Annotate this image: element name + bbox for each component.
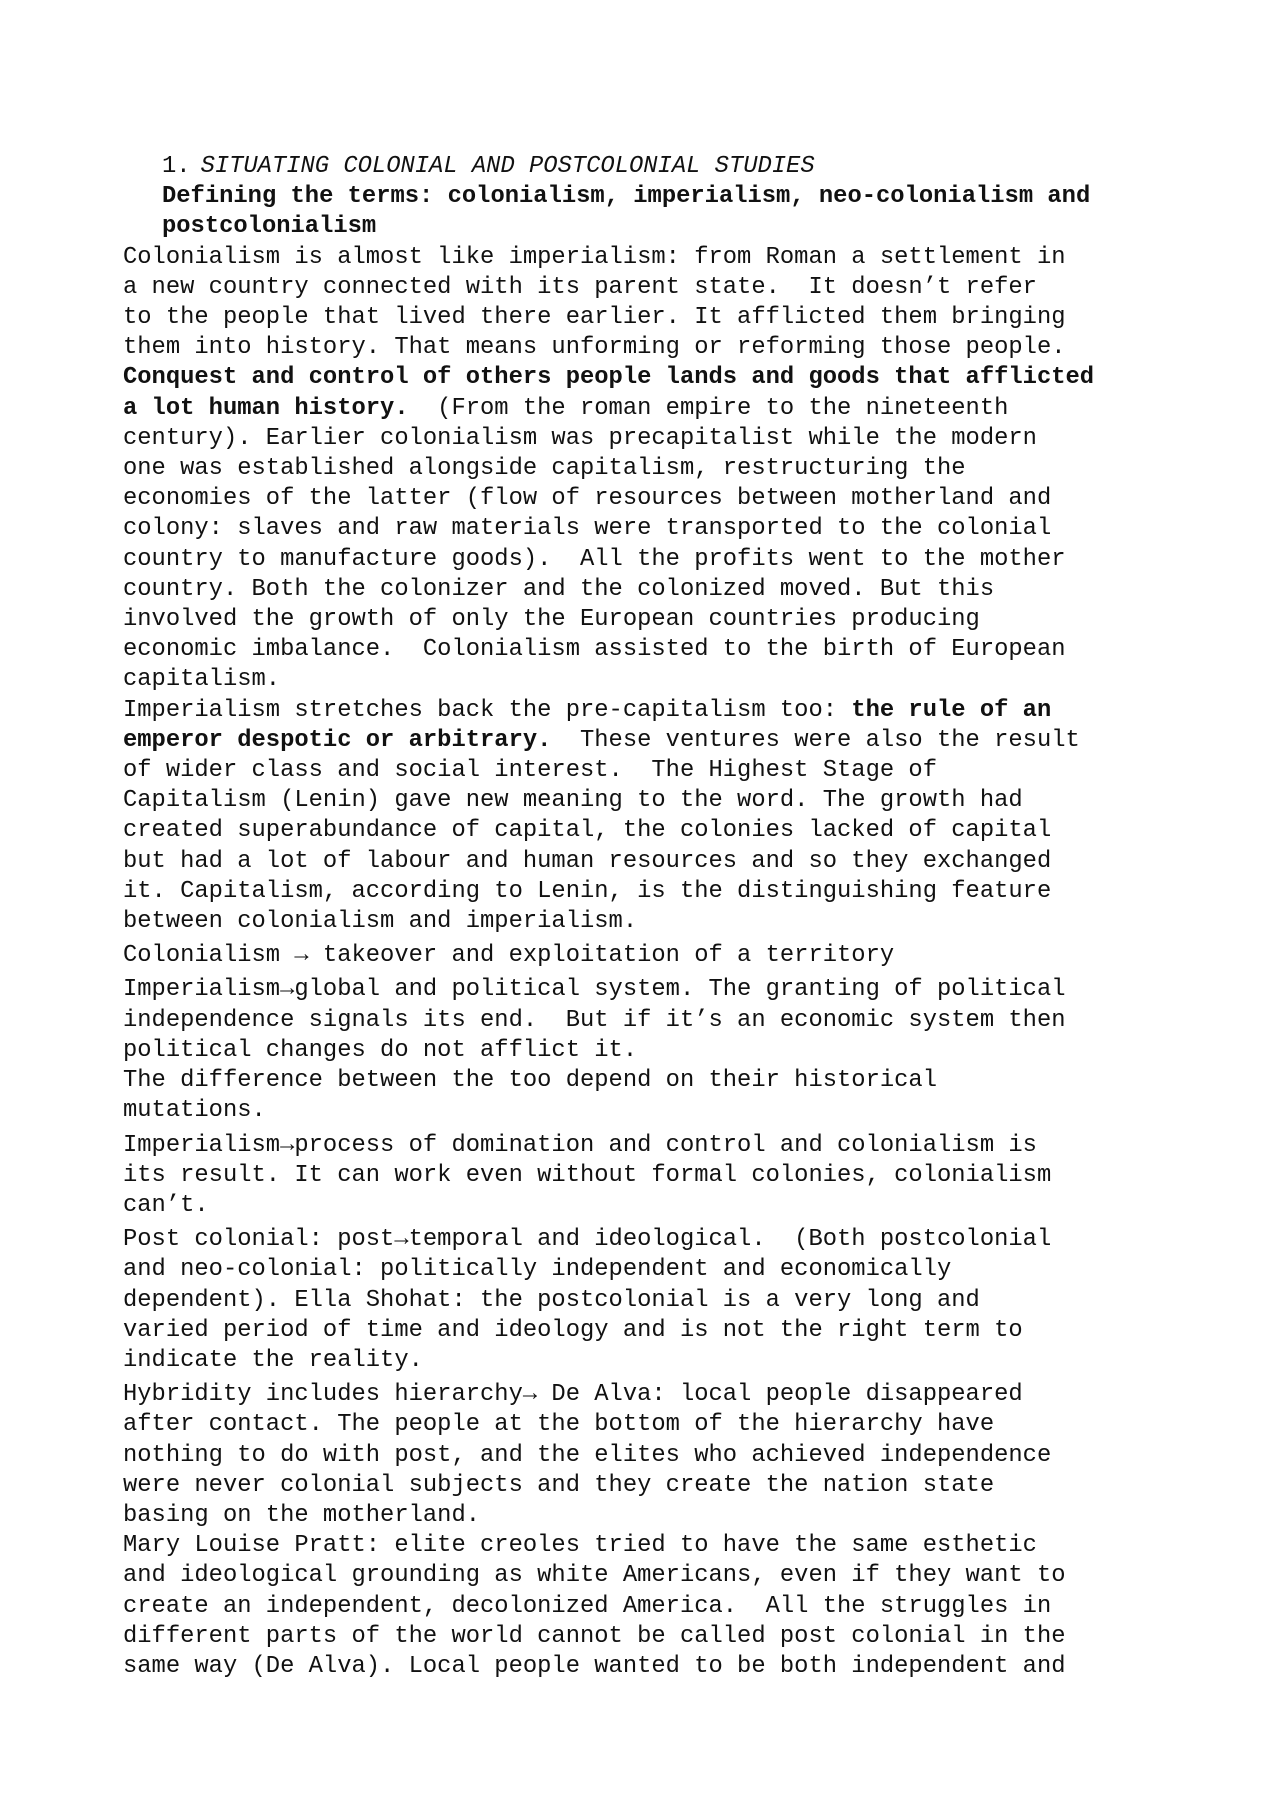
text-line: country to manufacture goods). All the profits went to the mother [123, 545, 1066, 573]
text-line-bold: Conquest and control of others people lands and goods that afflicted [123, 364, 1095, 392]
text-line: it. Capitalism, according to Lenin, is the distinguishing feature [123, 877, 1052, 905]
text-line: emperor despotic or arbitrary. These ventures were also the result [123, 726, 1080, 754]
text-line: basing on the motherland. [123, 1501, 481, 1529]
text-line: Hybridity includes hierarchy→ De Alva: local people disappeared [123, 1381, 1023, 1409]
text-line: Imperialism→global and political system. The granting of political [123, 976, 1066, 1004]
text-line: varied period of time and ideology and is not the right term to [123, 1316, 1023, 1344]
subtitle-line: Defining the terms: colonialism, imperialism, neo-colonialism and [162, 183, 1091, 211]
text-line: and ideological grounding as white Americans, even if they want to [123, 1562, 1066, 1590]
text-line: Colonialism is almost like imperialism: from Roman a settlement in [123, 243, 1066, 271]
text-line: Colonialism → takeover and exploitation of a territory [123, 942, 895, 970]
text-line: Capitalism (Lenin) gave new meaning to the word. The growth had [123, 787, 1023, 815]
text-line: indicate the reality. [123, 1346, 423, 1374]
text-line: Imperialism stretches back the pre-capitalism too: the rule of an [123, 696, 1052, 724]
text-line: its result. It can work even without formal colonies, colonialism [123, 1161, 1052, 1189]
text-line: dependent). Ella Shohat: the postcolonial is a very long and [123, 1286, 980, 1314]
text-line: them into history. That means unforming or reforming those people. [123, 334, 1066, 362]
text-line: country. Both the colonizer and the colonized moved. But this [123, 575, 995, 603]
text-line: century). Earlier colonialism was precapitalist while the modern [123, 424, 1037, 452]
section-number: 1. [162, 153, 191, 180]
subtitle-line: postcolonialism [162, 213, 377, 241]
text-line: different parts of the world cannot be called post colonial in the [123, 1622, 1066, 1650]
section-title [162, 152, 1183, 182]
body-text [123, 243, 1183, 1683]
section-title-text: SITUATING COLONIAL AND POSTCOLONIAL STUDIES [200, 153, 815, 180]
text-line: mutations. [123, 1097, 266, 1125]
bold-phrase: the rule of an [851, 696, 1052, 724]
text-line: were never colonial subjects and they create the nation state [123, 1471, 995, 1499]
text-line: economic imbalance. Colonialism assisted to the birth of European [123, 636, 1066, 664]
text-line: a new country connected with its parent state. It doesn’t refer [123, 273, 1037, 301]
text-line: economies of the latter (flow of resources between motherland and [123, 485, 1052, 513]
text-line: created superabundance of capital, the colonies lacked of capital [123, 817, 1052, 845]
text-line: of wider class and social interest. The Highest Stage of [123, 757, 937, 785]
bold-phrase: a lot human history. [123, 394, 409, 422]
text-line: colony: slaves and raw materials were transported to the colonial [123, 515, 1052, 543]
text-line: to the people that lived there earlier. It afflicted them bringing [123, 304, 1066, 332]
text-line: between colonialism and imperialism. [123, 908, 638, 936]
heading-block [123, 152, 1183, 243]
text-line: Post colonial: post→temporal and ideological. (Both postcolonial [123, 1226, 1052, 1254]
text-line: but had a lot of labour and human resources and so they exchanged [123, 847, 1052, 875]
text-line: create an independent, decolonized America. All the struggles in [123, 1592, 1052, 1620]
text-line: one was established alongside capitalism, restructuring the [123, 455, 966, 483]
text-line: a lot human history. (From the roman empire to the nineteenth [123, 394, 1009, 422]
text-line: independence signals its end. But if it’s an economic system then [123, 1006, 1066, 1034]
text-line: and neo-colonial: politically independent and economically [123, 1256, 952, 1284]
bold-phrase: emperor despotic or arbitrary. [123, 726, 552, 754]
text-line: same way (De Alva). Local people wanted to be both independent and [123, 1652, 1066, 1680]
text-line: political changes do not afflict it. [123, 1036, 638, 1064]
text-line: nothing to do with post, and the elites who achieved independence [123, 1441, 1052, 1469]
text-line: capitalism. [123, 666, 281, 694]
text-line: Imperialism→process of domination and control and colonialism is [123, 1131, 1037, 1159]
text-line: can’t. [123, 1191, 209, 1219]
document-page [123, 152, 1183, 1682]
text-line: The difference between the too depend on their historical [123, 1067, 937, 1095]
text-line: after contact. The people at the bottom of the hierarchy have [123, 1411, 995, 1439]
text-line: involved the growth of only the European countries producing [123, 606, 980, 634]
text-line: Mary Louise Pratt: elite creoles tried to have the same esthetic [123, 1532, 1037, 1560]
